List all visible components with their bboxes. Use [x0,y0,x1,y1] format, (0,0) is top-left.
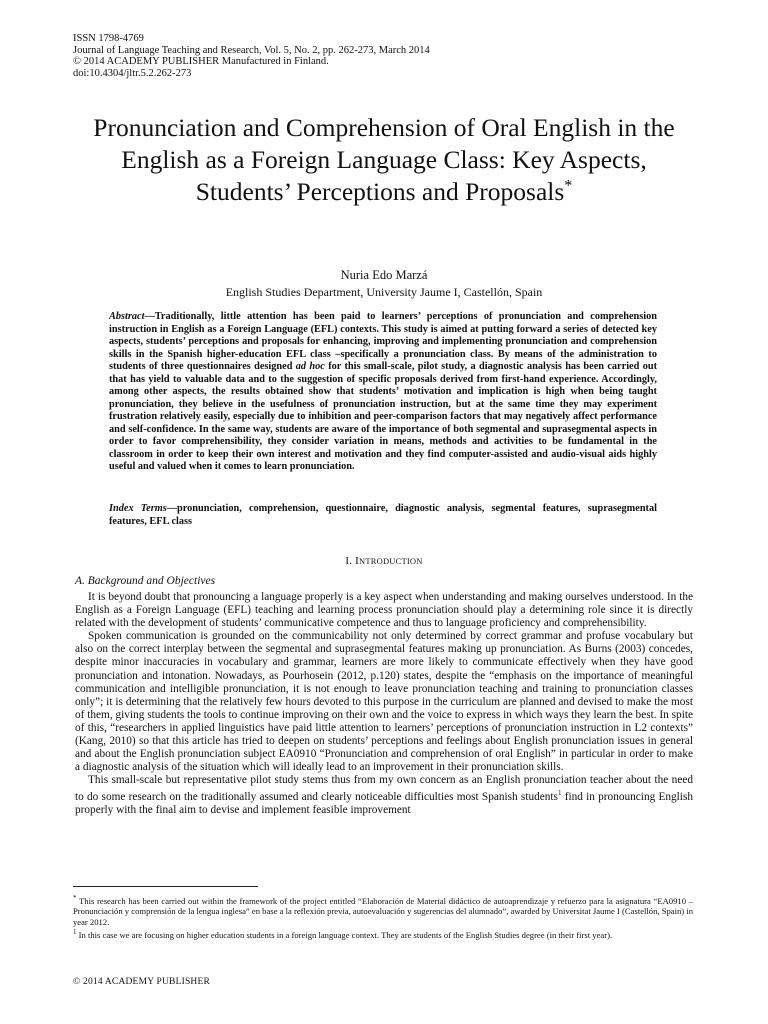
footnote-1-text: In this case we are focusing on higher education students in a foreign language context. They are students of the English Studies degree (in their first year). [76,929,613,940]
issn: ISSN 1798-4769 [73,33,144,44]
title-text: Pronunciation and Comprehension of Oral English in the English as a Foreign Language Class: Key Aspects, Students’ Perceptions and Proposals [93,113,675,206]
abstract-label: Abstract [109,311,145,322]
abstract-text: —Traditionally, little attention has been paid to learners’ perceptions of pronunciation and comprehension instruction in English as a Foreign Language (EFL) contexts. This study is aimed at putting forward a series of detected key aspects, students’ perceptions and proposals for enhancing, improving and implementing pronunciation and comprehension skills in the Spanish higher-education EFL class –specifically a pronunciation class. By means of the administration to students of three questionnaires designed [109,311,657,372]
paragraph-3-text-continued: find in pronouncing English properly with the final aim to devise and implement feasible improvement [75,791,693,817]
section-initial: I [355,555,360,567]
page-footer: © 2014 ACADEMY PUBLISHER [73,977,211,987]
section-heading [0,555,768,567]
footnote-ref-1: 1 [557,789,562,798]
footnote-1-marker: 1 [73,928,77,937]
author-affiliation: English Studies Department, University Jaume I, Castellón, Spain [225,285,543,299]
title-footnote-marker: * [564,177,573,195]
paragraph-3 [75,774,693,817]
abstract-text-continued: for this small-scale, pilot study, a diagnostic analysis has been carried out that has yield to valuable data and to the suggestion of specific proposals derived from first-hand experience. Accordingly, among other aspects, the results obtained show that students’ motivation and implication is high when being taught pronunciation, they believe in the usefulness of pronunciation instruction, but at the same time they may experiment frustration relatively easily, especially due to inhibition and peer-comparison factors that may negatively affect performance and self-confidence. In the same way, students are aware of the importance of both segmental and suprasegmental aspects in order to favor comprehensibility, they consider variation in means, methods and activities to be fundamental in the classroom in order to keep their own interest and motivation and they find computer-assisted and audio-visual aids highly useful and valued when it comes to learn pronunciation. [109,361,657,472]
journal-citation: Journal of Language Teaching and Research, Vol. 5, No. 2, pp. 262-273, March 2014 [73,44,430,56]
journal-header [73,33,430,79]
footnote-star-text: This research has been carried out within the framework of the project entitled “Elaboración de Material didáctico de autoaprendizaje y refuerzo para la asignatura “EA0910 – Pronunciación y comprensión de la lengua inglesa” en base a la reflexión previa, autoevaluación y sugerencias del alumnado”, awarded by Universitat Jaume I (Castellón, Spain) in year 2012. [73,895,693,927]
section-title-smallcaps: NTRODUCTION [359,556,423,566]
doi: doi:10.4304/jltr.5.2.262-273 [73,67,192,79]
paragraph-3-text: This small-scale but representative pilot study stems thus from my own concern as an English pronunciation teacher about the need to do some research on the traditionally assumed and clearly noticeable difficulties most Spanish students [75,774,693,804]
paragraph-1: It is beyond doubt that pronouncing a language properly is a key aspect when understanding and making ourselves understood. In the English as a Foreign Language (EFL) teaching and learning process pronunciation should play a determining role since it is directly related with the development of students’ communicative competence and thus to language proficiency and comprehensibility. [75,591,693,630]
index-terms [109,503,657,528]
paper-title [80,112,688,208]
footnote-1 [73,927,693,940]
section-number: I. [345,555,356,567]
abstract-adhoc: ad hoc [295,361,325,372]
index-terms-text: —pronunciation, comprehension, questionnaire, diagnostic analysis, segmental features, suprasegmental features, EFL class [109,503,657,527]
paragraph-2: Spoken communication is grounded on the communicability not only determined by correct grammar and profuse vocabulary but also on the correct interplay between the segmental and suprasegmental features making up pronunciation. As Burns (2003) concedes, despite minor inaccuracies in vocabulary and grammar, learners are more likely to communicate effectively when they have good pronunciation and intonation. Nowadays, as Pourhosein (2012, p.120) states, despite the “emphasis on the importance of meaningful communication and intelligible pronunciation, it is not enough to leave pronunciation teaching and training to pronunciation classes only”; it is determining that the relatively few hours devoted to this purpose in the curriculum are planned and devised to make the most of them, giving students the tools to continue improving on their own and the voice to express in which ways they learn the best. In spite of this, “researchers in applied linguistics have paid little attention to learners’ perceptions of pronunciation instruction in L2 contexts” (Kang, 2010) so that this article has tried to deepen on students’ perceptions and feelings about English pronunciation issues in general and about the English pronunciation subject EA0910 “Pronunciation and comprehension of oral English” in particular in order to make a diagnostic analysis of the situation which will ideally lead to an improvement in their pronunciation skills. [75,630,693,774]
footnote-star-marker: * [73,894,77,902]
abstract [109,311,657,474]
footnote-star [73,893,693,927]
footnote-divider [73,886,258,887]
body-text [75,591,693,817]
footnotes [73,893,693,940]
index-terms-label: Index Terms [109,503,167,514]
copyright-line: © 2014 ACADEMY PUBLISHER Manufactured in Finland. [73,56,329,67]
author-name: Nuria Edo Marzá [340,268,428,282]
subsection-heading: A. Background and Objectives [75,575,216,587]
